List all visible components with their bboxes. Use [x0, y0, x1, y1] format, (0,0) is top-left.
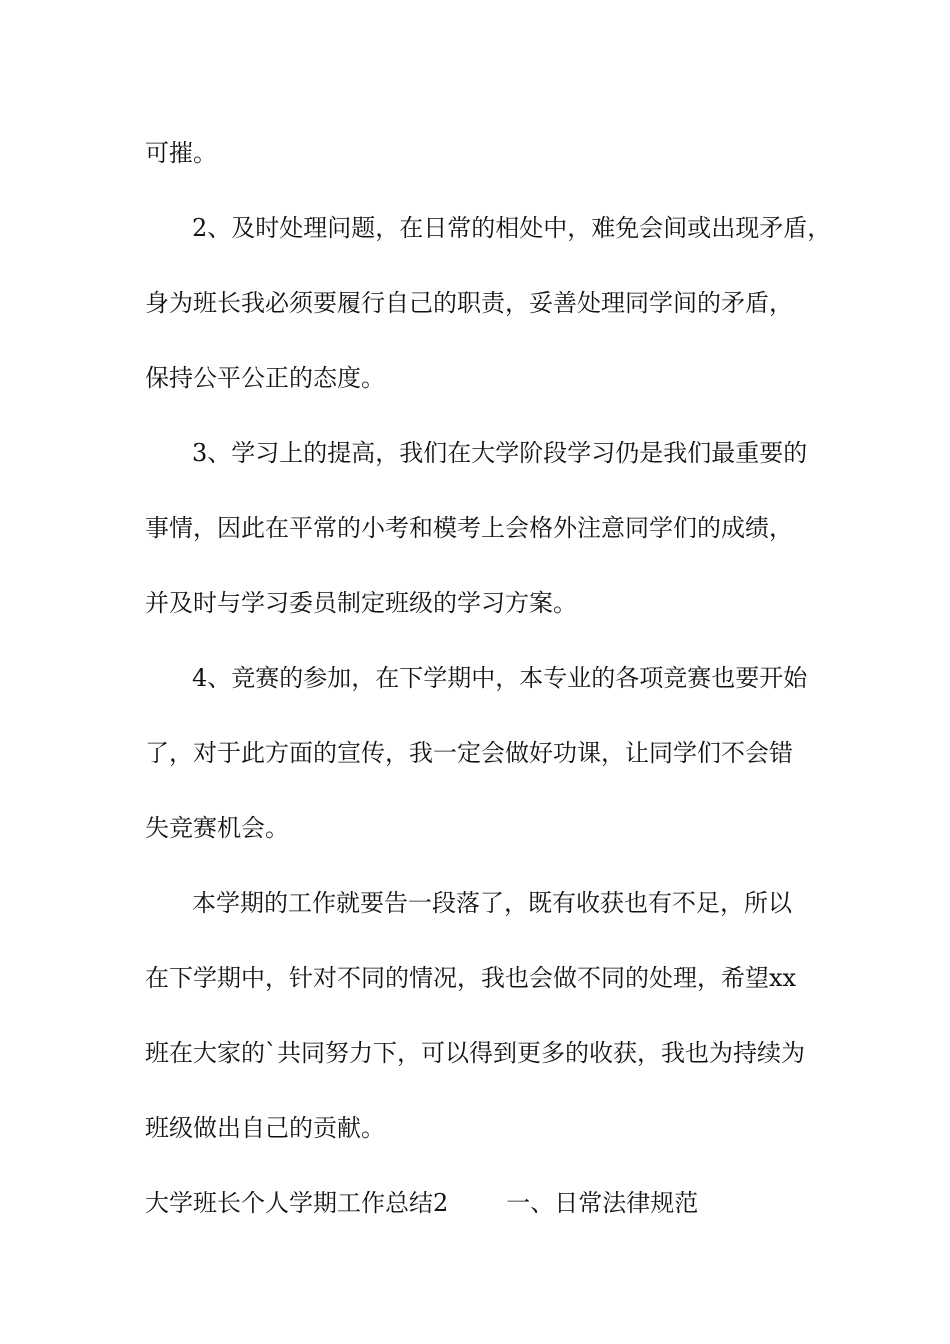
paragraph-line: 并及时与学习委员制定班级的学习方案。	[145, 589, 577, 617]
paragraph-line: 4、竞赛的参加，在下学期中，本专业的各项竞赛也要开始	[192, 664, 808, 692]
paragraph-line: 保持公平公正的态度。	[145, 364, 385, 392]
paragraph-line: 班级做出自己的贡献。	[145, 1114, 385, 1142]
paragraph-line: 失竞赛机会。	[145, 814, 289, 842]
paragraph-line: 事情，因此在平常的小考和模考上会格外注意同学们的成绩，	[145, 514, 793, 542]
paragraph-line: 身为班长我必须要履行自己的职责，妥善处理同学间的矛盾，	[145, 289, 793, 317]
paragraph-line: 在下学期中，针对不同的情况，我也会做不同的处理，希望xx	[145, 964, 797, 992]
paragraph-line: 班在大家的`共同努力下，可以得到更多的收获，我也为持续为	[145, 1039, 805, 1067]
document-title: 大学班长个人学期工作总结2	[145, 1189, 449, 1217]
section-heading-line	[145, 1186, 825, 1220]
paragraph-line: 本学期的工作就要告一段落了，既有收获也有不足，所以	[192, 889, 792, 917]
paragraph-line: 可摧。	[145, 139, 217, 167]
paragraph-line: 3、学习上的提高，我们在大学阶段学习仍是我们最重要的	[192, 439, 808, 467]
paragraph-line: 了，对于此方面的宣传，我一定会做好功课，让同学们不会错	[145, 739, 793, 767]
section-heading: 一、日常法律规范	[506, 1189, 699, 1217]
paragraph-line: 2、及时处理问题，在日常的相处中，难免会间或出现矛盾，	[192, 214, 832, 242]
